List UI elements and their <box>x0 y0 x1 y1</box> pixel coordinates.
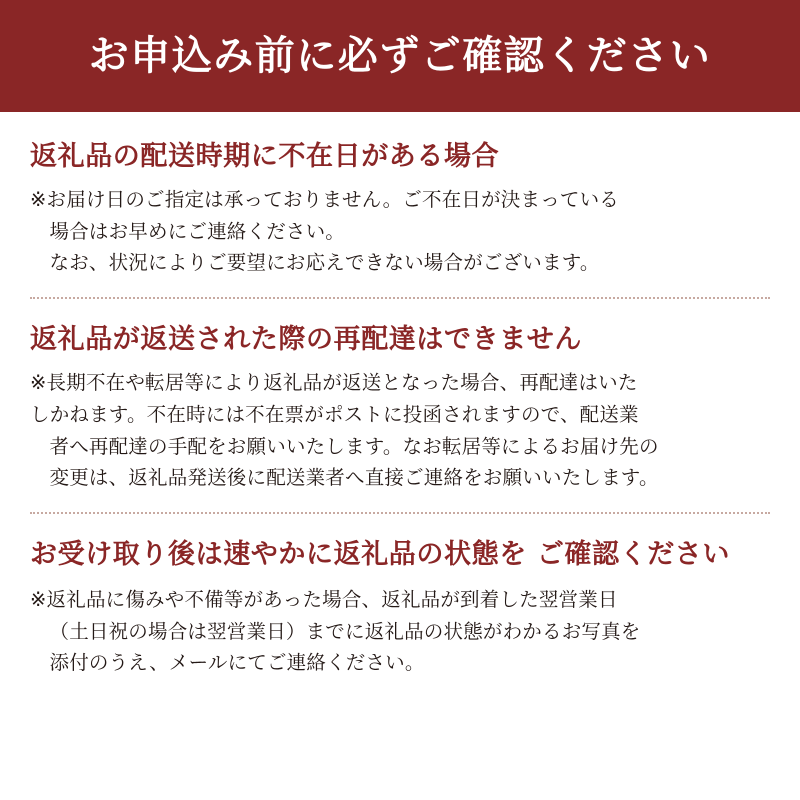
body-line: ※返礼品に傷みや不備等があった場合、返礼品が到着した翌営業日 <box>30 588 618 612</box>
section-body <box>30 584 770 679</box>
section-heading-line: ご確認ください <box>536 538 731 570</box>
body-line: 者へ再配達の手配をお願いいたします。なお転居等によるお届け先の <box>49 434 659 458</box>
notice-section-redelivery <box>30 297 770 512</box>
notice-section-absence <box>30 112 770 297</box>
section-heading: 返礼品の配送時期に不在日がある場合 <box>30 141 500 172</box>
body-line: 添付のうえ、メールにてご連絡ください。 <box>49 651 425 675</box>
page-banner <box>0 0 800 112</box>
section-heading <box>30 536 770 574</box>
body-line: 場合はお早めにご連絡ください。 <box>49 219 346 243</box>
body-line: ※長期不在や転居等により返礼品が返送となった場合、再配達はいた <box>30 371 638 395</box>
body-line: ※お届け日のご指定は承っておりません。ご不在日が決まっている <box>30 188 620 212</box>
body-line: しかねます。不在時には不在票がポストに投函されますので、配送業 <box>30 402 639 426</box>
body-line: 変更は、返礼品発送後に配送業者へ直接ご連絡をお願いいたします。 <box>49 466 659 490</box>
section-body <box>30 184 770 279</box>
notice-section-inspection <box>30 512 770 697</box>
section-heading-line: お受け取り後は速やかに返礼品の状態を <box>30 538 527 570</box>
section-body <box>30 367 770 493</box>
body-line: なお、状況によりご要望にお応えできない場合がございます。 <box>49 251 600 275</box>
body-line: （土日祝の場合は翌営業日）までに返礼品の状態がわかるお写真を <box>49 619 641 643</box>
section-heading: 返礼品が返送された際の再配達はできません <box>30 324 582 356</box>
notice-body <box>0 112 800 697</box>
page-title: お申込み前に必ずご確認ください <box>88 33 712 79</box>
